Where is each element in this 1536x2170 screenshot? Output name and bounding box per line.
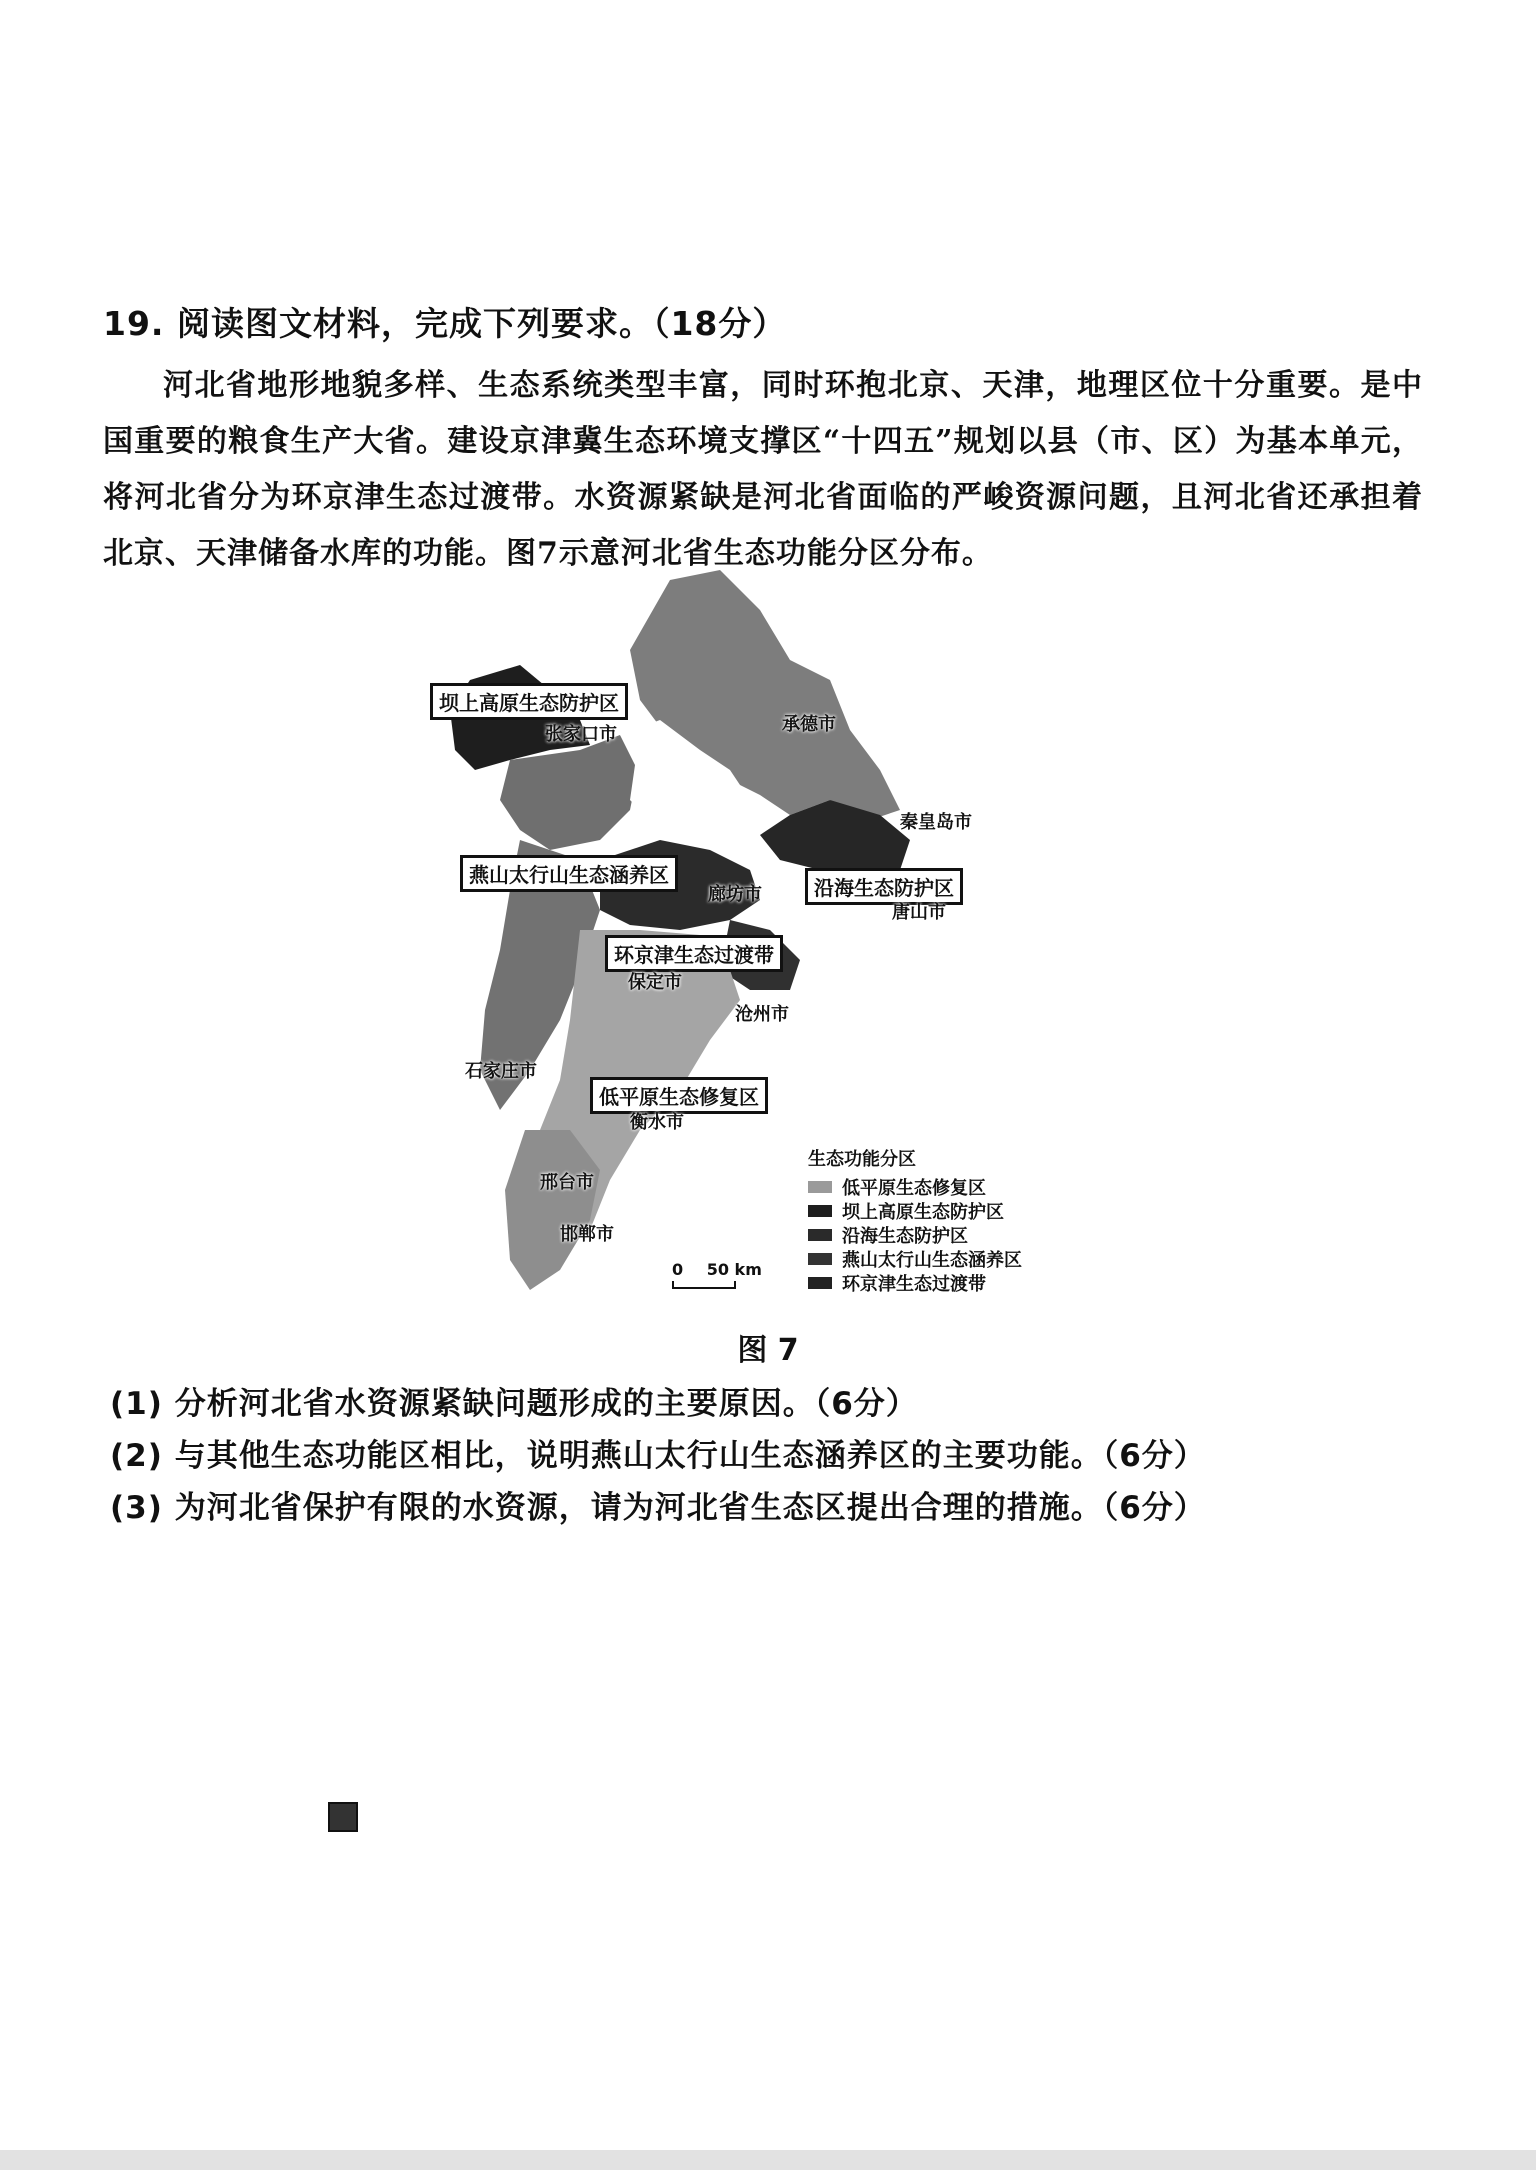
sub-question-3: (3) 为河北省保护有限的水资源，请为河北省生态区提出合理的措施。（6分） (110, 1490, 1206, 1526)
scale-zero: 0 (672, 1260, 684, 1279)
label-huanjingjin-zone: 环京津生态过渡带 (605, 935, 783, 972)
city-tangshan: 唐山市 (892, 902, 946, 923)
legend-item (808, 1175, 1022, 1199)
scale-label: 50 km (706, 1260, 762, 1279)
sub-question-1: (1) 分析河北省水资源紧缺问题形成的主要原因。（6分） (110, 1386, 918, 1422)
legend-label: 燕山太行山生态涵养区 (842, 1250, 1022, 1271)
map-scale-bar (672, 1260, 762, 1289)
city-shijiazhuang: 石家庄市 (465, 1061, 537, 1082)
label-yanshan-zone: 燕山太行山生态涵养区 (460, 855, 678, 892)
label-coastal-zone: 沿海生态防护区 (805, 868, 963, 905)
city-langfang: 廊坊市 (708, 884, 762, 905)
legend-label: 环京津生态过渡带 (842, 1274, 986, 1295)
map-legend (808, 1145, 1022, 1295)
label-plain-zone: 低平原生态修复区 (590, 1077, 768, 1114)
legend-label: 坝上高原生态防护区 (842, 1202, 1004, 1223)
legend-swatch (808, 1229, 832, 1241)
legend-item (808, 1247, 1022, 1271)
hebei-zone-map (430, 570, 1080, 1310)
label-bashang-zone: 坝上高原生态防护区 (430, 683, 628, 720)
legend-item (808, 1199, 1022, 1223)
city-handan: 邯郸市 (560, 1224, 614, 1245)
legend-swatch (808, 1277, 832, 1289)
legend-title: 生态功能分区 (808, 1149, 916, 1170)
page-bottom-edge (0, 2150, 1536, 2170)
city-xingtai: 邢台市 (540, 1172, 594, 1193)
region-south (505, 1130, 600, 1290)
city-baoding: 保定市 (628, 972, 682, 993)
legend-swatch (808, 1205, 832, 1217)
legend-swatch (808, 1181, 832, 1193)
city-hengshui: 衡水市 (630, 1112, 684, 1133)
city-cangzhou: 沧州市 (735, 1004, 789, 1025)
legend-swatch (808, 1253, 832, 1265)
legend-item (808, 1271, 1022, 1295)
material-paragraph: 河北省地形地貌多样、生态系统类型丰富，同时环抱北京、天津，地理区位十分重要。是中国重要的粮食生产大省。建设京津冀生态环境支撑区“十四五”规划以县（市、区）为基本单元，将河北省分为环京津生态过渡带。水资源紧缺是河北省面临的严峻资源问题，且河北省还承担着北京、天津储备水库的功能。图7示意河北省生态功能分区分布。 (103, 368, 1423, 571)
scale-bar-line (672, 1281, 736, 1289)
question-title: 19. 阅读图文材料，完成下列要求。（18分） (103, 304, 787, 343)
legend-label: 沿海生态防护区 (842, 1226, 968, 1247)
legend-label: 低平原生态修复区 (842, 1178, 986, 1199)
sub-question-2: (2) 与其他生态功能区相比，说明燕山太行山生态涵养区的主要功能。（6分） (110, 1438, 1206, 1474)
city-zhangjiakou: 张家口市 (545, 724, 617, 745)
scan-mark-icon (328, 1802, 358, 1832)
city-chengde: 承德市 (782, 714, 836, 735)
legend-item (808, 1223, 1022, 1247)
city-qinhuangdao: 秦皇岛市 (900, 812, 972, 833)
figure-caption: 图 7 (737, 1333, 799, 1368)
